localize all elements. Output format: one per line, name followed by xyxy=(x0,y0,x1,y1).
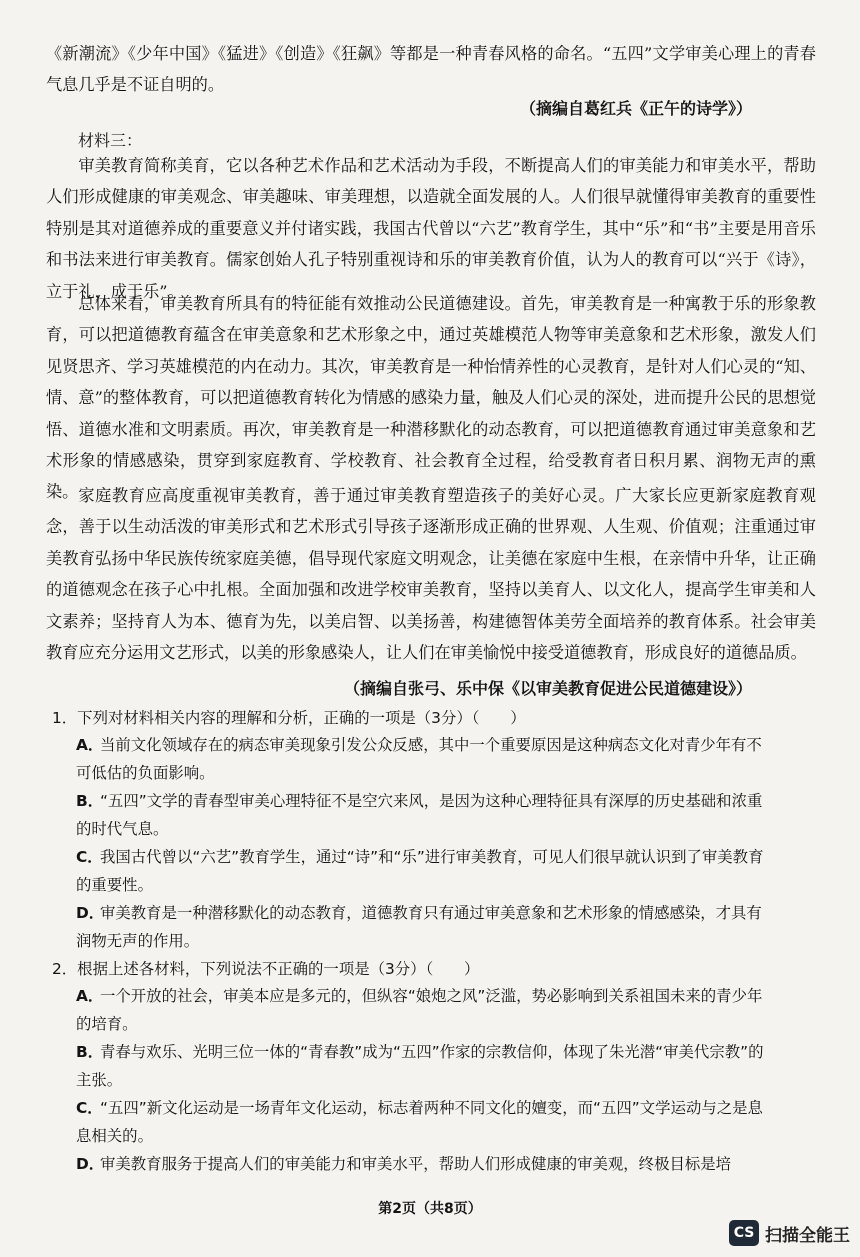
question-1-option-c xyxy=(76,844,776,899)
option-text: 一个开放的社会，审美本应是多元的，但纵容“娘炮之风”泛滥，势必影响到关系祖国未来的青少年的培育。 xyxy=(76,987,763,1033)
option-text: “五四”文学的青春型审美心理特征不是空穴来风，是因为这种心理特征具有深厚的历史基础和浓重的时代气息。 xyxy=(76,792,763,838)
question-2-option-c xyxy=(76,1095,776,1150)
question-1-option-b xyxy=(76,788,776,843)
option-label: C． xyxy=(76,1099,103,1117)
intro-paragraph: 《新潮流》《少年中国》《猛进》《创造》《狂飙》等都是一种青春风格的命名。“五四”文学审美心理上的青春气息几乎是不证自明的。 xyxy=(46,44,816,95)
option-label: B． xyxy=(76,792,104,810)
watermark-text: 扫描全能王 xyxy=(765,1225,850,1246)
option-text: 青春与欢乐、光明三位一体的“青春教”成为“五四”作家的宗教信仰，体现了朱光潜“审美代宗教”的主张。 xyxy=(76,1043,764,1089)
question-1-option-d xyxy=(76,900,776,955)
option-text: “五四”新文化运动是一场青年文化运动，标志着两种不同文化的嬗变，而“五四”文学运动与之是息息相关的。 xyxy=(76,1099,763,1145)
option-label: D． xyxy=(76,1155,105,1173)
option-text: 审美教育服务于提高人们的审美能力和审美水平，帮助人们形成健康的审美观，终极目标是培 xyxy=(100,1155,732,1173)
option-label: D． xyxy=(76,904,105,922)
material3-paragraph-2: 总体来看，审美教育所具有的特征能有效推动公民道德建设。首先，审美教育是一种寓教于乐的形象教育，可以把道德教育蕴含在审美意象和艺术形象之中，通过英雄模范人物等审美意象和艺术形象，激发人们见贤思齐、学习英雄模范的内在动力。其次，审美教育是一种怡情养性的心灵教育，是针对人们心灵的“知、情、意”的整体教育，可以把道德教育转化为情感的感染力量，触及人们心灵的深处，进而提升公民的思想觉悟、道德水准和文明素质。再次，审美教育是一种潜移默化的动态教育，可以把道德教育通过审美意象和艺术形象的情感感染，贯穿到家庭教育、学校教育、社会教育全过程，给受教育者日积月累、润物无声的熏染。 xyxy=(46,294,816,502)
material3-heading: 材料三： xyxy=(78,131,143,150)
scanner-watermark xyxy=(729,1220,850,1246)
intro-source: （摘编自葛红兵《正午的诗学》） xyxy=(519,99,752,118)
question-1-option-a xyxy=(76,732,776,787)
option-label: C． xyxy=(76,848,103,866)
option-text: 我国古代曾以“六艺”教育学生，通过“诗”和“乐”进行审美教育，可见人们很早就认识到了审美教育的重要性。 xyxy=(76,848,764,894)
question-2-option-a xyxy=(76,983,776,1038)
material3-source: （摘编自张弓、乐中保《以审美教育促进公民道德建设》） xyxy=(343,679,752,698)
option-label: B． xyxy=(76,1043,104,1061)
option-label: A． xyxy=(76,987,104,1005)
option-label: A． xyxy=(76,736,104,754)
page-number: 第2页（共8页） xyxy=(378,1201,482,1217)
camscanner-logo-icon: CS xyxy=(729,1220,759,1246)
question-2-stem: 2．根据上述各材料，下列说法不正确的一项是（3分）（ ） xyxy=(52,960,480,978)
question-2-option-b xyxy=(76,1039,776,1094)
option-text: 审美教育是一种潜移默化的动态教育，道德教育只有通过审美意象和艺术形象的情感感染，才具有润物无声的作用。 xyxy=(76,904,762,950)
option-text: 当前文化领域存在的病态审美现象引发公众反感，其中一个重要原因是这种病态文化对青少年有不可低估的负面影响。 xyxy=(76,736,762,782)
material3-paragraph-1: 审美教育简称美育，它以各种艺术作品和艺术活动为手段，不断提高人们的审美能力和审美水平，帮助人们形成健康的审美观念、审美趣味、审美理想，以造就全面发展的人。人们很早就懂得审美教育的重要性特别是其对道德养成的重要意义并付诸实践，我国古代曾以“六艺”教育学生，其中“乐”和“书”主要是用音乐和书法来进行审美教育。儒家创始人孔子特别重视诗和乐的审美教育价值，认为人的教育可以“兴于《诗》，立于礼，成于乐”。 xyxy=(46,156,816,301)
question-2-option-d xyxy=(76,1151,776,1179)
question-1-stem: 1．下列对材料相关内容的理解和分析，正确的一项是（3分）（ ） xyxy=(52,709,526,727)
material3-paragraph-3: 家庭教育应高度重视审美教育，善于通过审美教育塑造孩子的美好心灵。广大家长应更新家庭教育观念，善于以生动活泼的审美形式和艺术形式引导孩子逐渐形成正确的世界观、人生观、价值观；注重通过审美教育弘扬中华民族传统家庭美德，倡导现代家庭文明观念，让美德在家庭中生根，在亲情中升华，让正确的道德观念在孩子心中扎根。全面加强和改进学校审美教育，坚持以美育人、以文化人，提高学生审美和人文素养；坚持育人为本、德育为先，以美启智、以美扬善，构建德智体美劳全面培养的教育体系。社会审美教育应充分运用文艺形式，以美的形象感染人，让人们在审美愉悦中接受道德教育，形成良好的道德品质。 xyxy=(46,486,816,663)
